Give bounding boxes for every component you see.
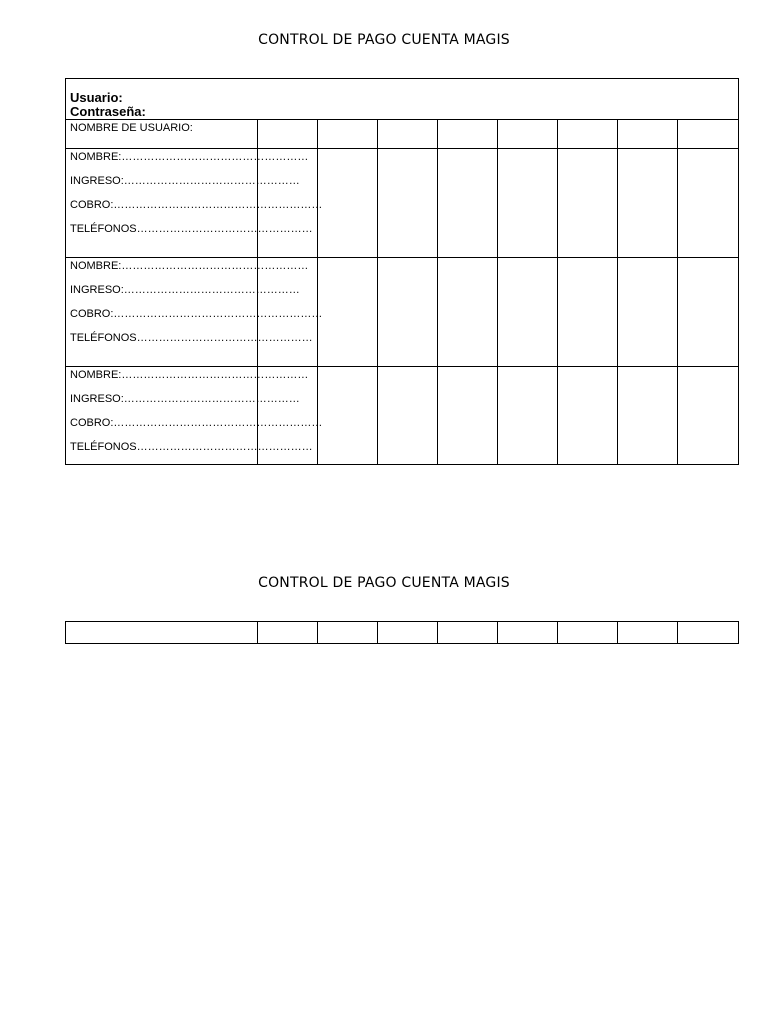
usuario-label: Usuario: xyxy=(70,90,123,105)
payment-cell[interactable] xyxy=(678,367,739,465)
payment-cell[interactable] xyxy=(618,367,678,465)
payment-cell[interactable] xyxy=(558,622,618,644)
account-header-cell xyxy=(66,79,739,120)
payment-cell[interactable] xyxy=(318,149,378,258)
payment-cell[interactable] xyxy=(558,367,618,465)
page-title-second: CONTROL DE PAGO CUENTA MAGIS xyxy=(258,575,510,591)
ingreso-field: INGRESO:………………………………………… xyxy=(70,284,300,296)
payment-control-table-second xyxy=(65,621,739,644)
table-row xyxy=(66,258,739,367)
payment-cell[interactable] xyxy=(618,258,678,367)
payment-cell[interactable] xyxy=(618,120,678,149)
nombre-field: NOMBRE:…………………………………………… xyxy=(70,260,309,272)
payment-cell[interactable] xyxy=(498,258,558,367)
page-title: CONTROL DE PAGO CUENTA MAGIS xyxy=(258,32,510,48)
payment-cell[interactable] xyxy=(318,120,378,149)
telefonos-field: TELÉFONOS………………………………………… xyxy=(70,223,313,235)
payment-cell[interactable] xyxy=(378,258,438,367)
user-name-label: NOMBRE DE USUARIO: xyxy=(70,122,193,134)
nombre-field: NOMBRE:…………………………………………… xyxy=(70,369,309,381)
cobro-field: COBRO:………………………………………………… xyxy=(70,417,323,429)
table-row xyxy=(66,120,739,149)
cobro-field: COBRO:………………………………………………… xyxy=(70,308,323,320)
payment-cell[interactable] xyxy=(258,120,318,149)
table-row xyxy=(66,149,739,258)
payment-control-table xyxy=(65,78,739,465)
table-header-row xyxy=(66,79,739,120)
payment-cell[interactable] xyxy=(498,120,558,149)
payment-cell[interactable] xyxy=(618,622,678,644)
payment-cell[interactable] xyxy=(438,622,498,644)
payment-cell[interactable] xyxy=(438,120,498,149)
payment-cell[interactable] xyxy=(558,120,618,149)
person-info-cell xyxy=(66,258,323,367)
person-info-cell xyxy=(66,149,323,258)
payment-cell[interactable] xyxy=(378,149,438,258)
payment-cell[interactable] xyxy=(438,258,498,367)
payment-cell[interactable] xyxy=(678,258,739,367)
telefonos-field: TELÉFONOS………………………………………… xyxy=(70,332,313,344)
payment-cell[interactable] xyxy=(558,258,618,367)
telefonos-field: TELÉFONOS………………………………………… xyxy=(70,441,313,453)
payment-cell[interactable] xyxy=(438,367,498,465)
payment-cell[interactable] xyxy=(498,622,558,644)
payment-cell[interactable] xyxy=(558,149,618,258)
user-name-label-cell xyxy=(66,120,258,149)
table-row xyxy=(66,367,739,465)
payment-cell[interactable] xyxy=(318,258,378,367)
payment-cell[interactable] xyxy=(678,622,739,644)
payment-cell[interactable] xyxy=(678,120,739,149)
payment-cell[interactable] xyxy=(318,367,378,465)
contrasena-label: Contraseña: xyxy=(70,104,146,119)
payment-cell[interactable] xyxy=(378,622,438,644)
payment-cell[interactable] xyxy=(258,622,318,644)
person-info-cell xyxy=(66,367,323,465)
ingreso-field: INGRESO:………………………………………… xyxy=(70,175,300,187)
payment-cell[interactable] xyxy=(678,149,739,258)
payment-cell[interactable] xyxy=(318,622,378,644)
payment-cell[interactable] xyxy=(498,367,558,465)
ingreso-field: INGRESO:………………………………………… xyxy=(70,393,300,405)
label-cell[interactable] xyxy=(66,622,258,644)
payment-cell[interactable] xyxy=(378,367,438,465)
nombre-field: NOMBRE:…………………………………………… xyxy=(70,151,309,163)
cobro-field: COBRO:………………………………………………… xyxy=(70,199,323,211)
payment-cell[interactable] xyxy=(378,120,438,149)
payment-cell[interactable] xyxy=(618,149,678,258)
table-row xyxy=(66,622,739,644)
payment-cell[interactable] xyxy=(438,149,498,258)
payment-cell[interactable] xyxy=(498,149,558,258)
